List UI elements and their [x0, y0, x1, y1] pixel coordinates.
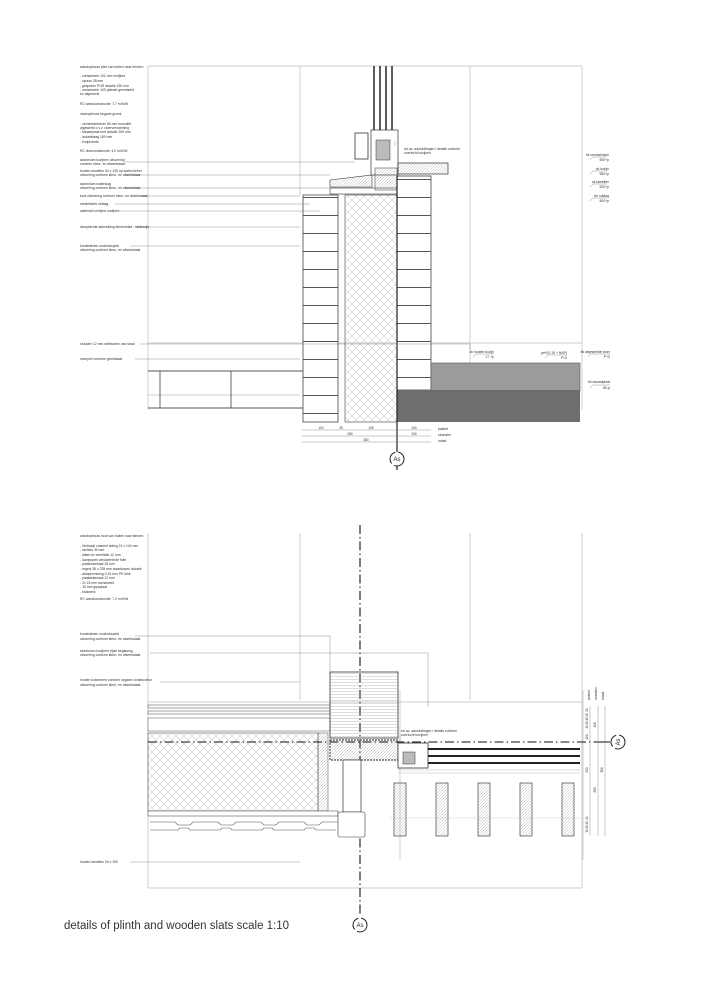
- svg-text:- kanaalplaat met isolati: - kanaalplaat met isolatie 200 mm: [80, 130, 131, 134]
- svg-text:ok kozijn: ok kozijn: [595, 167, 609, 171]
- svg-text:- regels 38 x 235 mm waar: - regels 38 x 235 mm waartussen isolatie: [80, 567, 142, 571]
- svg-text:15: 15: [585, 825, 589, 829]
- svg-text:aluminium kozijnen uitvoering: aluminium kozijnen uitvoering: [80, 158, 125, 162]
- svg-text:15: 15: [585, 829, 589, 833]
- dimension-lines-right: [585, 687, 605, 836]
- svg-text:totaal: totaal: [601, 691, 605, 700]
- svg-text:100: 100: [593, 722, 597, 728]
- svg-text:15: 15: [585, 713, 589, 717]
- wall-insulation: [148, 733, 318, 811]
- svg-text:RC vloerconstructie: 4,0 m²K/W: RC vloerconstructie: 4,0 m²K/W: [80, 149, 128, 153]
- axis-marker-as: [390, 452, 404, 466]
- axis-marker-as-right: [611, 735, 625, 749]
- svg-text:houten kolommen conform opgave: houten kolommen conform opgave constructeur: [80, 678, 152, 682]
- svg-text:- Verticaal channel sidin: - Verticaal channel siding 21 x 144 mm: [80, 544, 139, 548]
- svg-text:- rachels 30 mm: - rachels 30 mm: [80, 548, 105, 552]
- dimension-lines: [302, 426, 451, 443]
- svg-text:100: 100: [411, 426, 417, 430]
- svg-text:- plaatmateriaal 18 mm: - plaatmateriaal 18 mm: [80, 562, 115, 566]
- svg-text:- kruipruimte: - kruipruimte: [80, 140, 99, 144]
- wooden-column: [330, 672, 398, 738]
- svg-text:As: As: [393, 457, 401, 463]
- ground-dark: [397, 390, 580, 422]
- svg-text:kunststenen onderdorpels: kunststenen onderdorpels: [80, 244, 120, 248]
- svg-text:wandopbouw hout van buiten naa: wandopbouw hout van buiten naar binnen:: [80, 534, 144, 538]
- svg-text:P=0: P=0: [560, 356, 567, 360]
- svg-text:21: 21: [585, 708, 589, 712]
- wooden-slat: [436, 783, 448, 836]
- svg-text:uitvoering conform kleur- en a: uitvoering conform kleur- en afwerkstaat: [80, 186, 141, 190]
- svg-text:380: 380: [363, 438, 369, 442]
- svg-text:15: 15: [585, 821, 589, 825]
- svg-text:P+0: P+0: [603, 355, 610, 359]
- svg-text:- stukwerk: - stukwerk: [80, 590, 96, 594]
- svg-text:pakket: pakket: [587, 690, 591, 700]
- svg-text:bk afgewerkte vloer: bk afgewerkte vloer: [580, 350, 610, 354]
- svg-text:- 2x 15 mm rachelwerk: - 2x 15 mm rachelwerk: [80, 581, 115, 585]
- svg-text:stramien: stramien: [594, 686, 598, 700]
- svg-text:80-p: 80-p: [603, 386, 610, 390]
- svg-text:metselwerk rollaag: metselwerk rollaag: [80, 202, 109, 206]
- svg-text:ok lamellen: ok lamellen: [591, 180, 609, 184]
- window-frame-plan: [398, 743, 580, 773]
- outer-masonry: [397, 176, 431, 390]
- svg-text:- dampremming 0,15 mm PE-: - dampremming 0,15 mm PE-folie: [80, 572, 131, 576]
- svg-text:- cementdekvloer 80 mm mo: - cementdekvloer 80 mm monoliet: [80, 122, 132, 126]
- window-note: tot op. aansluitingen / details conform: [401, 729, 458, 733]
- svg-text:uitvoering conform kleur- en a: uitvoering conform kleur- en afwerkstaat: [80, 248, 141, 252]
- svg-text:- isolatielaag 150 mm: - isolatielaag 150 mm: [80, 135, 113, 139]
- drawing-title: details of plinth and wooden slats scale 1:10: [64, 920, 290, 932]
- svg-text:- dampopen windwerende fo: - dampopen windwerende folie: [80, 558, 127, 562]
- svg-text:- metselwerk 102 mm verli: - metselwerk 102 mm verlijmd: [80, 74, 126, 78]
- svg-text:28: 28: [339, 426, 343, 430]
- inner-masonry: [303, 195, 338, 422]
- svg-text:uitvoering conform kleur- en a: uitvoering conform kleur- en afwerkstaat: [80, 173, 141, 177]
- wooden-slat: [520, 783, 532, 836]
- svg-text:bk vensterbank: bk vensterbank: [586, 153, 609, 157]
- svg-text:- gespoten PUR isolatie 1: - gespoten PUR isolatie 150 mm: [80, 84, 129, 88]
- channel-siding: [150, 822, 347, 830]
- ground-light: [431, 363, 580, 391]
- svg-text:15: 15: [585, 717, 589, 721]
- wooden-slats-plan-detail: [80, 525, 625, 932]
- window-note: overzicht kozijnen: [404, 151, 431, 155]
- svg-text:aluminium waterslag: aluminium waterslag: [80, 182, 111, 186]
- svg-text:houten lamellen 34 x 150: houten lamellen 34 x 150: [80, 860, 118, 864]
- svg-text:st.kader 12 mm stelbouten van: st.kader 12 mm stelbouten van staal: [80, 342, 135, 346]
- svg-text:As: As: [616, 738, 622, 746]
- svg-text:15: 15: [585, 725, 589, 729]
- plinth-section-detail: [80, 65, 611, 470]
- svg-text:- latten bv ventilatie 12: - latten bv ventilatie 12 mm: [80, 553, 121, 557]
- wooden-slat: [394, 783, 406, 836]
- svg-text:500+p: 500+p: [599, 158, 609, 162]
- annotations-left-top: [80, 65, 149, 361]
- svg-text:102: 102: [318, 426, 324, 430]
- svg-text:- metselwerk 100 plaksel: - metselwerk 100 plaksel gemetseld: [80, 88, 134, 92]
- wooden-slats: [390, 783, 582, 836]
- svg-text:500+p: 500+p: [599, 199, 609, 203]
- svg-text:RC wandconstructie: 7,2 m²K/W: RC wandconstructie: 7,2 m²K/W: [80, 597, 129, 601]
- svg-text:pakket: pakket: [438, 427, 448, 431]
- svg-text:wandopbouw plint van buiten na: wandopbouw plint van buiten naar binnen:: [80, 65, 144, 69]
- svg-text:vloerpeil conform gevelstaat: vloerpeil conform gevelstaat: [80, 357, 123, 361]
- svg-text:en afgewerkt: en afgewerkt: [80, 92, 100, 96]
- wooden-slat: [562, 783, 574, 836]
- level-markers-right: [586, 153, 609, 203]
- svg-text:ok houten kozijn: ok houten kozijn: [469, 350, 494, 354]
- svg-text:kunststenen onderdorpels: kunststenen onderdorpels: [80, 632, 120, 636]
- svg-text:kool uitvoering conform kleur-: kool uitvoering conform kleur- en afwerkstaat: [80, 194, 148, 198]
- wooden-slat: [478, 783, 490, 836]
- svg-text:280: 280: [347, 432, 353, 436]
- svg-text:uitvoering conform kleur- en a: uitvoering conform kleur- en afwerkstaat: [80, 637, 141, 641]
- svg-text:As: As: [356, 923, 364, 929]
- svg-text:bk rollaag: bk rollaag: [594, 194, 609, 198]
- svg-text:150: 150: [368, 426, 374, 430]
- svg-text:100: 100: [411, 432, 417, 436]
- svg-text:vloeropbouw begane grond:: vloeropbouw begane grond:: [80, 112, 123, 116]
- svg-text:afgewerkt o.v.v. vloerverwarmi: afgewerkt o.v.v. vloerverwarming: [80, 126, 130, 130]
- svg-text:stramien: stramien: [438, 433, 452, 437]
- svg-text:200: 200: [585, 767, 589, 773]
- svg-text:- plaatmateriaal 12 mm: - plaatmateriaal 12 mm: [80, 576, 115, 580]
- svg-text:conform kleur- en afwerkstaat: conform kleur- en afwerkstaat: [80, 162, 125, 166]
- svg-text:100: 100: [585, 734, 589, 740]
- window-note: overzicht kozijnen: [401, 733, 428, 737]
- svg-text:- 15 mm gipsplaat: - 15 mm gipsplaat: [80, 585, 107, 589]
- svg-text:550+p: 550+p: [599, 172, 609, 176]
- window-frame: [355, 66, 398, 175]
- insulation-layer: [345, 195, 397, 422]
- svg-text:15: 15: [585, 721, 589, 725]
- wall-batten-layer: [148, 718, 330, 731]
- svg-text:520+p: 520+p: [599, 185, 609, 189]
- svg-text:uitvoering conform kleur- en a: uitvoering conform kleur- en afwerkstaat: [80, 683, 141, 687]
- sill-stone: [330, 740, 398, 760]
- svg-text:17 +p: 17 +p: [485, 355, 494, 359]
- svg-text:totaal: totaal: [438, 439, 447, 443]
- svg-text:dampdichte aansluiting binnenb: dampdichte aansluiting binnenblad - stelkozijn: [80, 225, 150, 229]
- svg-text:260: 260: [593, 787, 597, 793]
- svg-text:bk kanaalplaat: bk kanaalplaat: [588, 380, 610, 384]
- svg-text:aluminium kozijnen triple begl: aluminium kozijnen triple beglazing: [80, 649, 133, 653]
- window-sill-stone: [398, 163, 448, 174]
- aluminium-water-slot: [330, 175, 372, 187]
- svg-text:360: 360: [600, 767, 604, 773]
- svg-text:uitvoering conform kleur- en a: uitvoering conform kleur- en afwerkstaat: [80, 653, 141, 657]
- floor-slabs: [148, 371, 303, 408]
- svg-text:peil (0,15 + NAP): peil (0,15 + NAP): [541, 351, 567, 355]
- svg-text:RC wandconstructie: 7,7 m²K/W: RC wandconstructie: 7,7 m²K/W: [80, 102, 129, 106]
- annotations-left-bottom: [80, 534, 153, 864]
- svg-text:21: 21: [585, 816, 589, 820]
- svg-text:- spouw 28 mm: - spouw 28 mm: [80, 79, 104, 83]
- svg-text:houten lamellen 34 x 135 op st: houten lamellen 34 x 135 op stalen lieber: [80, 169, 142, 173]
- svg-text:waterslot verlijmd mallplex: waterslot verlijmd mallplex: [80, 209, 120, 213]
- axis-marker-as-bottom: [353, 918, 367, 932]
- window-note: tot op. aansluitingen / details conform: [404, 147, 461, 151]
